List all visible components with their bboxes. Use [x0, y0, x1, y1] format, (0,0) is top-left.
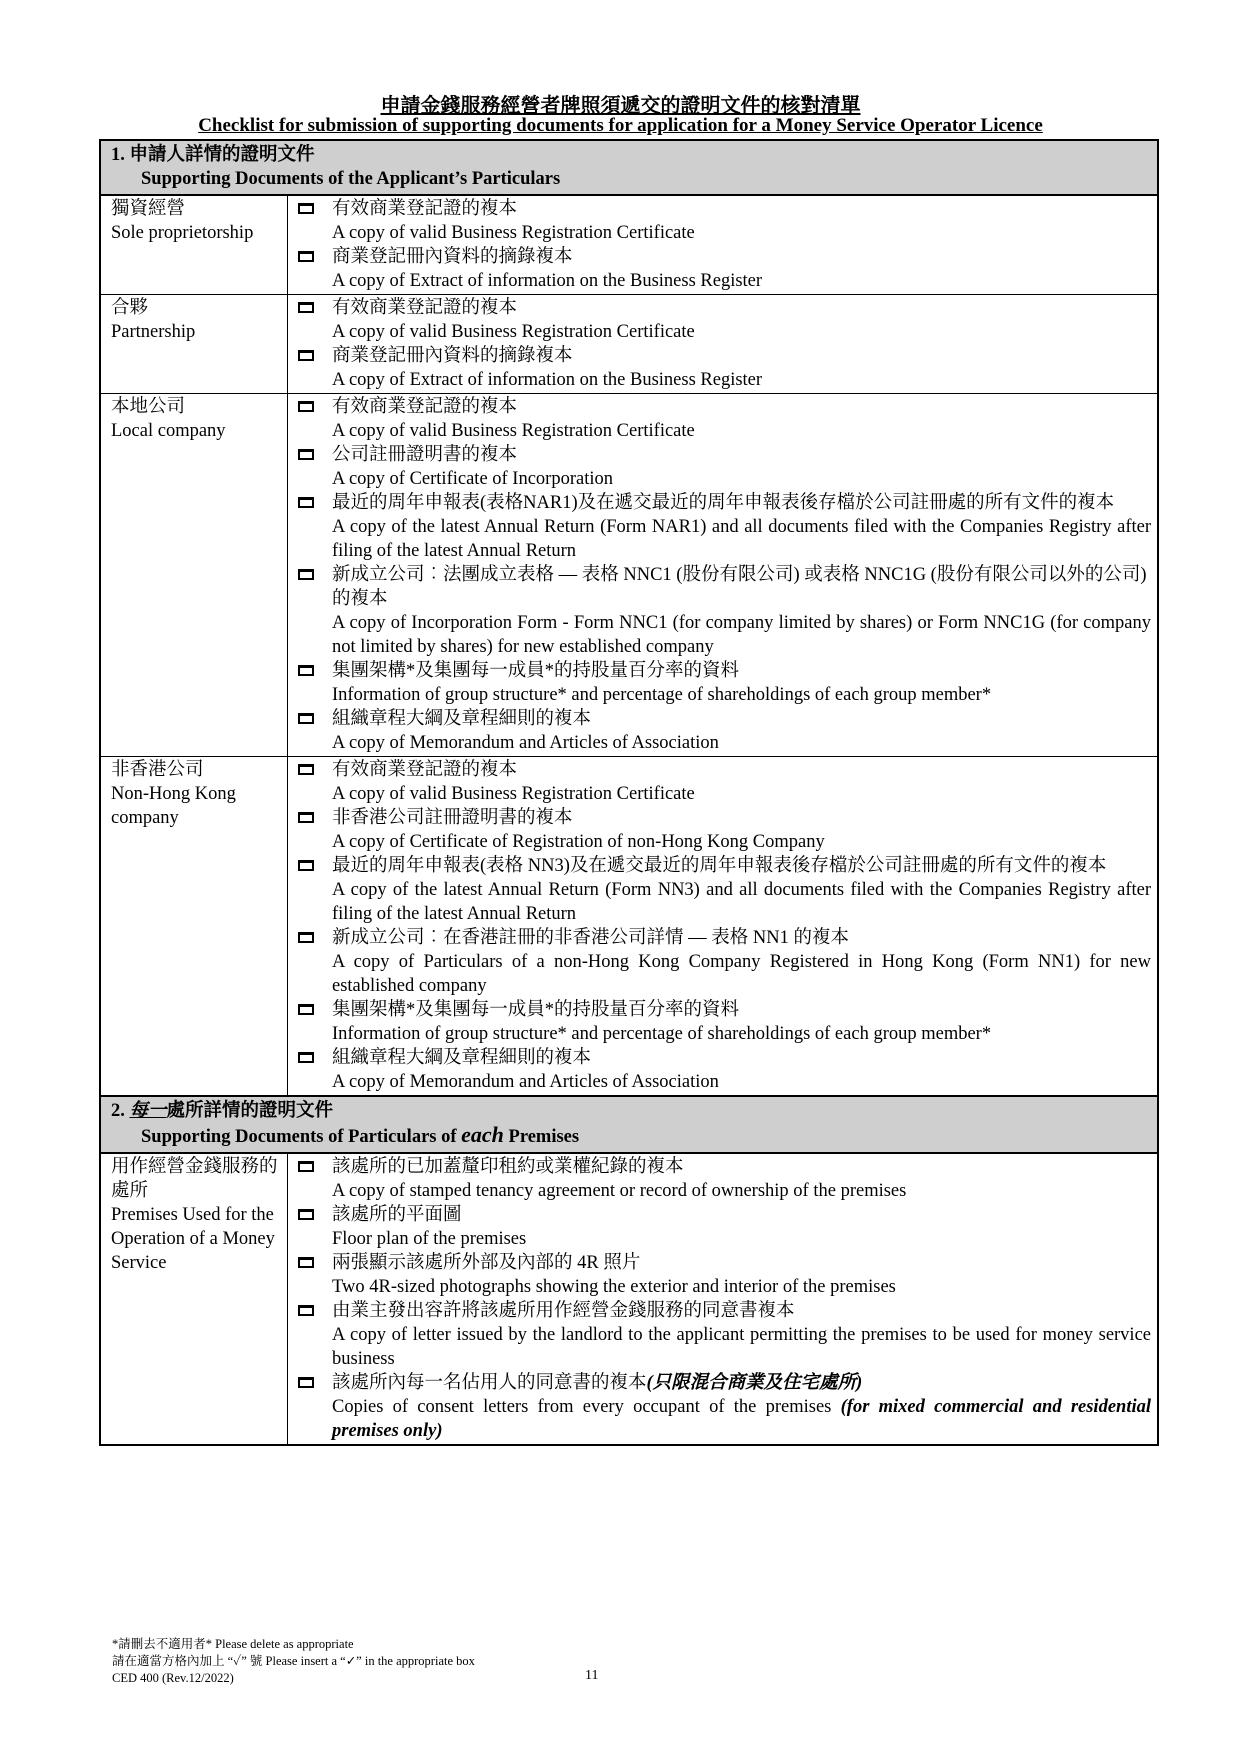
item-en: A copy of Certificate of Registration of non-Hong Kong Company	[332, 832, 825, 852]
checkbox[interactable]	[298, 1257, 314, 1268]
item-en: A copy of stamped tenancy agreement or record of ownership of the premises	[332, 1181, 907, 1201]
checkbox[interactable]	[298, 932, 314, 943]
checkbox[interactable]	[298, 401, 314, 412]
section-2-heading-en-suffix: Premises	[503, 1127, 580, 1147]
category-label-zh: 非香港公司	[111, 760, 204, 780]
checklist-item	[298, 1046, 1151, 1094]
section-2-heading-en	[111, 1123, 1147, 1149]
item-en	[332, 1395, 1151, 1443]
item-list	[298, 197, 1151, 293]
checklist-item	[298, 926, 1151, 998]
premises-last-item-list	[298, 1371, 1151, 1443]
item-zh: 公司註冊證明書的複本	[332, 445, 518, 465]
item-en: Two 4R-sized photographs showing the exterior and interior of the premises	[332, 1277, 896, 1297]
item-en: Information of group structure* and percentage of shareholdings of each group member*	[332, 1024, 992, 1044]
category-label-en: Sole proprietorship	[111, 223, 254, 243]
section-2-heading-zh-rest: 處所詳情的證明文件	[166, 1101, 334, 1121]
category-row	[100, 757, 1158, 1097]
checklist-item	[298, 758, 1151, 806]
section-1-heading-zh: 1. 申請人詳情的證明文件	[111, 145, 315, 165]
checkbox[interactable]	[298, 1209, 314, 1220]
section-2-heading-zh	[111, 1099, 1147, 1123]
checkbox[interactable]	[298, 1161, 314, 1172]
footnote-tick: 請在適當方格內加上 “✓” 號 Please insert a “✓” in the appropriate box	[112, 1654, 475, 1668]
page-title-zh: 申請金錢服務經營者牌照須遞交的證明文件的核對清單	[380, 95, 861, 117]
footnote-delete: *請刪去不適用者* Please delete as appropriate	[112, 1637, 354, 1651]
item-en: A copy of Particulars of a non-Hong Kong Company Registered in Hong Kong (Form NN1) for new established company	[332, 952, 1151, 996]
checklist-item	[298, 806, 1151, 854]
items-cell	[288, 757, 1159, 1097]
checklist-item	[298, 998, 1151, 1046]
section-2-heading-en-prefix: Supporting Documents of Particulars of	[141, 1127, 462, 1147]
item-zh: 集團架構*及集團每一成員*的持股量百分率的資料	[332, 661, 740, 681]
page-title-en: Checklist for submission of supporting documents for application for a Money Service Operator Licence	[198, 115, 1043, 136]
section-1-header	[100, 140, 1158, 195]
item-en-text: Copies of consent letters from every occupant of the premises	[332, 1397, 841, 1417]
section-2-header	[100, 1096, 1158, 1153]
checkbox[interactable]	[298, 350, 314, 361]
item-zh-note: (只限混合商業及住宅處所)	[646, 1373, 863, 1393]
checkbox[interactable]	[298, 665, 314, 676]
checklist-item	[298, 1203, 1151, 1251]
item-zh: 組織章程大綱及章程細則的複本	[332, 709, 592, 729]
category-label-zh: 獨資經營	[111, 199, 186, 219]
checkbox[interactable]	[298, 449, 314, 460]
checklist-table	[99, 139, 1159, 1446]
category-row	[100, 295, 1158, 394]
checklist-item	[298, 1251, 1151, 1299]
item-zh	[332, 1371, 1151, 1395]
item-en: A copy of the latest Annual Return (Form NN3) and all documents filed with the Companies Registry after filing of the latest Annual Return	[332, 880, 1151, 924]
item-zh: 該處所的平面圖	[332, 1205, 462, 1225]
each-emphasis-zh: 每一	[129, 1101, 167, 1121]
checkbox[interactable]	[298, 1377, 314, 1388]
item-en: A copy of Incorporation Form - Form NNC1 (for company limited by shares) or Form NNC1G (for company not limited by shares) for new established company	[332, 613, 1151, 657]
item-en-note: (for mixed commercial and residential premises only)	[332, 1397, 1151, 1441]
item-list	[298, 758, 1151, 1094]
checklist-item	[298, 245, 1151, 293]
checkbox[interactable]	[298, 812, 314, 823]
item-list	[298, 296, 1151, 392]
item-zh: 商業登記冊內資料的摘錄複本	[332, 247, 573, 267]
item-en: A copy of valid Business Registration Certificate	[332, 223, 695, 243]
category-row	[100, 195, 1158, 295]
item-zh: 該處所的已加蓋釐印租約或業權紀錄的複本	[332, 1157, 684, 1177]
checkbox[interactable]	[298, 203, 314, 214]
section-1-heading-en: Supporting Documents of the Applicant’s Particulars	[141, 169, 561, 189]
checkbox[interactable]	[298, 569, 314, 580]
checklist-item	[298, 1371, 1151, 1443]
category-label-zh: 合夥	[111, 298, 149, 318]
checklist-item	[298, 197, 1151, 245]
checkbox[interactable]	[298, 1004, 314, 1015]
item-en: Floor plan of the premises	[332, 1229, 527, 1249]
category-cell	[100, 195, 288, 295]
item-zh: 最近的周年申報表(表格 NN3)及在遞交最近的周年申報表後存檔於公司註冊處的所有文件的複本	[332, 856, 1107, 876]
checklist-item	[298, 296, 1151, 344]
category-label-en: Partnership	[111, 322, 196, 342]
checkbox[interactable]	[298, 713, 314, 724]
checklist-item	[298, 1155, 1151, 1203]
checklist-item	[298, 854, 1151, 926]
category-label-en: Non-Hong Kong company	[111, 784, 236, 828]
category-row	[100, 394, 1158, 757]
page-number: 11	[585, 1668, 599, 1683]
checklist-item	[298, 443, 1151, 491]
checkbox[interactable]	[298, 860, 314, 871]
section-1-rows	[100, 195, 1158, 1096]
item-zh: 兩張顯示該處所外部及內部的 4R 照片	[332, 1253, 641, 1273]
item-en: Information of group structure* and percentage of shareholdings of each group member*	[332, 685, 992, 705]
item-zh: 新成立公司︰法團成立表格 — 表格 NNC1 (股份有限公司) 或表格 NNC1G (股份有限公司以外的公司) 的複本	[332, 565, 1147, 609]
checklist-item	[298, 395, 1151, 443]
checkbox[interactable]	[298, 1052, 314, 1063]
category-cell	[100, 394, 288, 757]
item-en: A copy of Memorandum and Articles of Association	[332, 1072, 719, 1092]
checklist-item	[298, 659, 1151, 707]
section-2-number: 2.	[111, 1101, 130, 1121]
item-list	[298, 395, 1151, 755]
category-label-zh: 本地公司	[111, 397, 186, 417]
checkbox[interactable]	[298, 764, 314, 775]
item-zh: 最近的周年申報表(表格NAR1)及在遞交最近的周年申報表後存檔於公司註冊處的所有文件的複本	[332, 493, 1115, 513]
item-en: A copy of Extract of information on the Business Register	[332, 370, 763, 390]
item-en: A copy of valid Business Registration Certificate	[332, 322, 695, 342]
category-cell	[100, 295, 288, 394]
item-zh-text: 該處所內每一名佔用人的同意書的複本	[332, 1373, 647, 1393]
item-en: A copy of letter issued by the landlord to the applicant permitting the premises to be used for money service business	[332, 1325, 1151, 1369]
category-label-zh: 用作經營金錢服務的處所	[111, 1157, 278, 1201]
category-cell	[100, 1153, 288, 1445]
item-en: A copy of valid Business Registration Certificate	[332, 421, 695, 441]
checklist-item	[298, 707, 1151, 755]
item-zh: 有效商業登記證的複本	[332, 760, 518, 780]
item-zh: 有效商業登記證的複本	[332, 199, 518, 219]
checklist-item	[298, 1299, 1151, 1371]
category-cell	[100, 757, 288, 1097]
item-zh: 集團架構*及集團每一成員*的持股量百分率的資料	[332, 1000, 740, 1020]
item-zh: 新成立公司︰在香港註冊的非香港公司詳情 — 表格 NN1 的複本	[332, 928, 849, 948]
item-en: A copy of Certificate of Incorporation	[332, 469, 613, 489]
checklist-item	[298, 344, 1151, 392]
checkbox[interactable]	[298, 1305, 314, 1316]
items-cell	[288, 394, 1159, 757]
items-cell	[288, 195, 1159, 295]
item-en: A copy of Memorandum and Articles of Association	[332, 733, 719, 753]
checklist-item	[298, 563, 1151, 659]
item-zh: 非香港公司註冊證明書的複本	[332, 808, 573, 828]
checkbox[interactable]	[298, 251, 314, 262]
item-en: A copy of valid Business Registration Certificate	[332, 784, 695, 804]
item-zh: 有效商業登記證的複本	[332, 397, 518, 417]
category-label-en: Premises Used for the Operation of a Money Service	[111, 1205, 275, 1273]
item-zh: 由業主發出容許將該處所用作經營金錢服務的同意書複本	[332, 1301, 795, 1321]
items-cell	[288, 295, 1159, 394]
checkbox[interactable]	[298, 497, 314, 508]
checklist-item	[298, 491, 1151, 563]
item-zh: 組織章程大綱及章程細則的複本	[332, 1048, 592, 1068]
premises-item-list	[298, 1155, 1151, 1371]
each-emphasis-en: each	[461, 1122, 504, 1147]
category-label-en: Local company	[111, 421, 226, 441]
item-en: A copy of Extract of information on the Business Register	[332, 271, 763, 291]
item-zh: 商業登記冊內資料的摘錄複本	[332, 346, 573, 366]
items-cell	[288, 1153, 1159, 1445]
item-zh: 有效商業登記證的複本	[332, 298, 518, 318]
form-reference: CED 400 (Rev.12/2022)	[112, 1671, 234, 1685]
checkbox[interactable]	[298, 302, 314, 313]
item-en: A copy of the latest Annual Return (Form NAR1) and all documents filed with the Companies Registry after filing of the latest Annual Return	[332, 517, 1151, 561]
premises-row	[100, 1153, 1158, 1445]
